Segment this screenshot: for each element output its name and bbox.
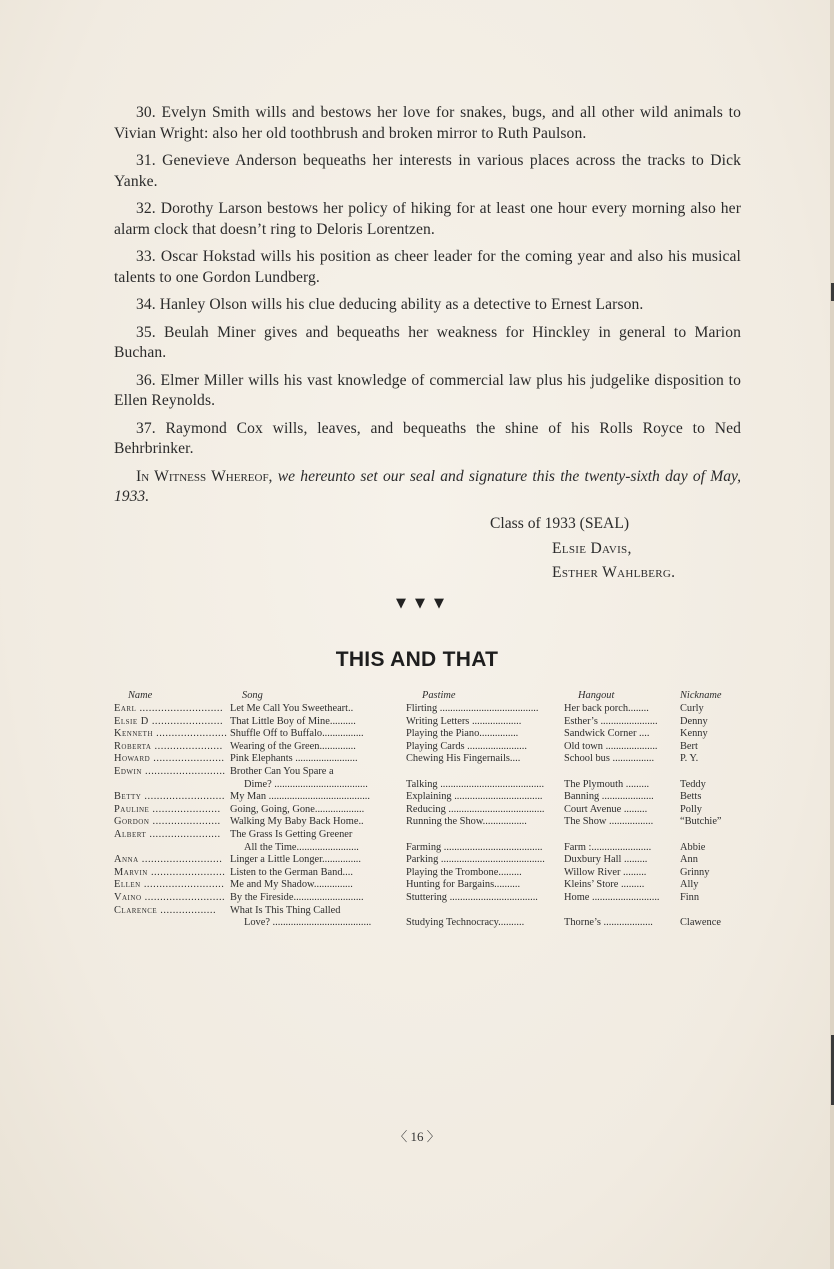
cell-name: Clarence ..................	[114, 904, 217, 916]
will-35: 35. Beulah Miner gives and bequeaths her weakness for Hinckley in general to Marion Buchan.	[114, 323, 741, 361]
cell-name: Earl ...........................	[114, 703, 224, 714]
cell-song: Dime? ....................................	[244, 778, 368, 790]
table-row	[114, 779, 746, 792]
header-hangout: Hangout	[578, 690, 615, 701]
cell-song: My Man .......................................	[230, 791, 370, 803]
table-row	[114, 791, 746, 804]
cell-pastime: Writing Letters ...................	[406, 715, 522, 727]
table-row	[114, 867, 746, 880]
cell-nickname: Kenny	[680, 728, 708, 740]
signature-name-1	[552, 539, 632, 559]
header-nickname: Nickname	[680, 690, 722, 701]
cell-hangout: The Show .................	[564, 816, 654, 828]
wills-section	[114, 103, 741, 508]
cell-nickname: Betts	[680, 791, 702, 803]
cell-hangout: Banning ....................	[564, 791, 654, 803]
will-36: 36. Elmer Miller wills his vast knowledge of commercial law plus his judgelike disposition to Ellen Reynolds.	[114, 371, 741, 409]
cell-song: Linger a Little Longer...............	[230, 854, 362, 866]
cell-name: Gordon ......................	[114, 816, 221, 828]
cell-nickname: Bert	[680, 740, 698, 752]
table-row	[114, 917, 746, 930]
table-header	[114, 690, 746, 703]
separator-triangles: ▼▼▼	[396, 596, 453, 611]
cell-song: All the Time........................	[244, 841, 359, 853]
signature-name-1-text: Elsie Davis,	[552, 540, 632, 557]
will-31: 31. Genevieve Anderson bequeaths her interests in various places across the tracks to Dick Yanke.	[114, 152, 741, 190]
witness-text: we hereunto set our seal and signature this the twenty-sixth day of May, 1933.	[114, 467, 741, 505]
cell-name: Albert .......................	[114, 828, 221, 840]
cell-song: By the Fireside...........................	[230, 891, 364, 903]
will-37: 37. Raymond Cox wills, leaves, and bequeaths the shine of his Rolls Royce to Ned Behrbrinker.	[114, 419, 741, 457]
will-34: 34. Hanley Olson wills his clue deducing ability as a detective to Ernest Larson.	[136, 296, 644, 313]
cell-hangout: Thorne’s ...................	[564, 917, 653, 929]
cell-pastime: Stuttering ..................................	[406, 891, 538, 903]
cell-song: Brother Can You Spare a	[230, 765, 334, 777]
cell-name: Marvin ........................	[114, 866, 226, 878]
header-pastime: Pastime	[422, 690, 456, 701]
table-row	[114, 829, 746, 842]
cell-song: Listen to the German Band....	[230, 866, 353, 878]
cell-hangout: Court Avenue .........	[564, 803, 648, 815]
cell-name: Anna ..........................	[114, 854, 223, 866]
cell-pastime: Playing the Piano...............	[406, 728, 519, 740]
cell-name: Roberta ......................	[114, 740, 223, 752]
cell-song: The Grass Is Getting Greener	[230, 828, 353, 840]
cell-pastime: Talking ........................................	[406, 778, 545, 790]
cell-song: Let Me Call You Sweetheart..	[230, 703, 354, 714]
cell-pastime: Parking ........................................	[406, 854, 545, 866]
table-row	[114, 842, 746, 855]
cell-pastime: Playing Cards .......................	[406, 740, 527, 752]
header-name: Name	[128, 690, 153, 701]
cell-hangout: The Plymouth .........	[564, 778, 650, 790]
cell-pastime: Explaining ..................................	[406, 791, 543, 803]
cell-nickname: P. Y.	[680, 753, 699, 765]
will-32: 32. Dorothy Larson bestows her policy of hiking for at least one hour every morning also her alarm clock that doesn’t ring to Deloris Lorentzen.	[114, 200, 741, 238]
cell-name: Howard .......................	[114, 753, 225, 765]
cell-hangout: Kleins’ Store .........	[564, 879, 645, 891]
cell-name: Kenneth .......................	[114, 728, 228, 740]
table-row	[114, 753, 746, 766]
table-row	[114, 879, 746, 892]
cell-hangout: Her back porch........	[564, 703, 649, 714]
cell-nickname: Abbie	[680, 841, 706, 853]
table-row	[114, 741, 746, 754]
cell-hangout: Home ..........................	[564, 891, 660, 903]
cell-song: Me and My Shadow...............	[230, 879, 353, 891]
cell-nickname: Finn	[680, 891, 700, 903]
cell-song: Walking My Baby Back Home..	[230, 816, 364, 828]
table-row	[114, 816, 746, 829]
cell-pastime: Studying Technocracy..........	[406, 917, 525, 929]
cell-hangout: Duxbury Hall .........	[564, 854, 648, 866]
witness-statement	[114, 467, 741, 508]
cell-nickname: Curly	[680, 703, 704, 714]
cell-nickname: “Butchie”	[680, 816, 722, 828]
this-and-that-table	[114, 690, 746, 930]
cell-nickname: Polly	[680, 803, 702, 815]
cell-hangout: School bus ................	[564, 753, 655, 765]
table-row	[114, 905, 746, 918]
signature-name-2-text: Esther Wahlberg.	[552, 564, 676, 581]
cell-hangout: Farm :.......................	[564, 841, 652, 853]
cell-pastime: Playing the Trombone.........	[406, 866, 522, 878]
cell-nickname: Grinny	[680, 866, 710, 878]
cell-song: Wearing of the Green..............	[230, 740, 356, 752]
table-body	[114, 703, 746, 930]
signature-class: Class of 1933 (SEAL)	[490, 515, 630, 532]
section-title: THIS AND THAT	[335, 648, 499, 671]
cell-pastime: Running the Show.................	[406, 816, 527, 828]
table-row	[114, 892, 746, 905]
cell-pastime: Flirting ......................................	[406, 703, 539, 714]
cell-nickname: Ann	[680, 854, 698, 866]
cell-hangout: Willow River .........	[564, 866, 647, 878]
cell-song: Pink Elephants ........................	[230, 753, 358, 765]
cell-name: Elsie D .......................	[114, 715, 224, 727]
will-33: 33. Oscar Hokstad wills his position as cheer leader for the coming year and also his musical talents to one Gordon Lundberg.	[114, 248, 741, 286]
cell-hangout: Old town ....................	[564, 740, 658, 752]
table-row	[114, 716, 746, 729]
cell-song: Love? ......................................	[244, 917, 372, 929]
cell-song: What Is This Thing Called	[230, 904, 341, 916]
cell-nickname: Denny	[680, 715, 708, 727]
cell-pastime: Farming ......................................	[406, 841, 543, 853]
page-number: 〈 16 〉	[394, 1129, 440, 1144]
table-row	[114, 804, 746, 817]
table-row	[114, 703, 746, 716]
signature-name-2	[552, 563, 675, 583]
cell-name: Vaino ..........................	[114, 891, 226, 903]
cell-name: Betty ..........................	[114, 791, 225, 803]
cell-pastime: Reducing .....................................	[406, 803, 545, 815]
table-row	[114, 854, 746, 867]
cell-pastime: Chewing His Fingernails....	[406, 753, 521, 765]
cell-nickname: Ally	[680, 879, 699, 891]
cell-name: Pauline ......................	[114, 803, 221, 815]
cell-hangout: Sandwick Corner ....	[564, 728, 650, 740]
cell-pastime: Hunting for Bargains..........	[406, 879, 521, 891]
table-row	[114, 766, 746, 779]
cell-nickname: Clawence	[680, 917, 721, 929]
table-row	[114, 728, 746, 741]
cell-song: Going, Going, Gone...................	[230, 803, 365, 815]
witness-lead: In Witness Whereof,	[136, 467, 273, 485]
cell-song: Shuffle Off to Buffalo................	[230, 728, 364, 740]
cell-hangout: Esther’s ......................	[564, 715, 658, 727]
cell-name: Edwin ..........................	[114, 765, 226, 777]
will-30: 30. Evelyn Smith wills and bestows her love for snakes, bugs, and all other wild animals to Vivian Wright: also her old toothbrush and broken mirror to Ruth Paulson.	[114, 104, 741, 142]
cell-nickname: Teddy	[680, 778, 706, 790]
header-song: Song	[242, 690, 263, 701]
cell-name: Ellen ..........................	[114, 879, 225, 891]
cell-song: That Little Boy of Mine..........	[230, 715, 356, 727]
